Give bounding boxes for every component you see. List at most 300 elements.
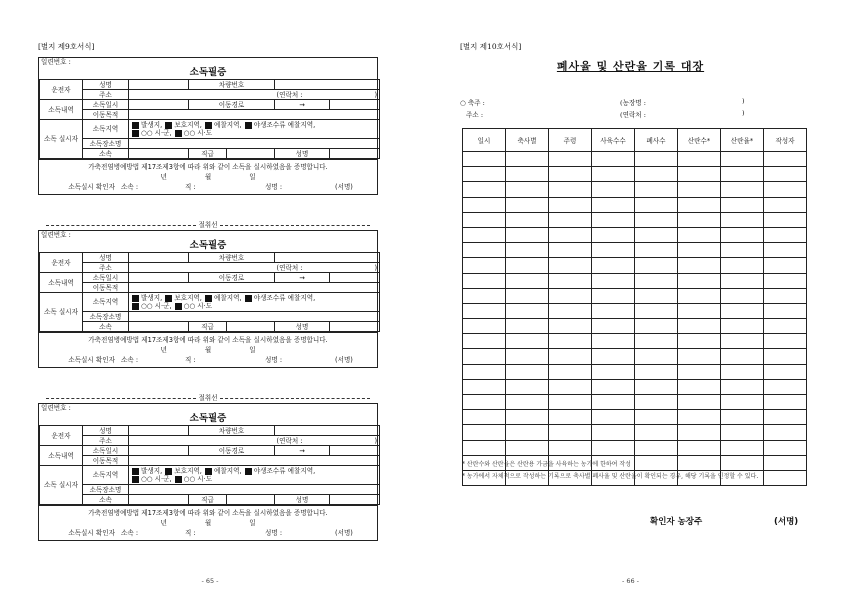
ledger-cell[interactable] xyxy=(635,258,678,273)
person-name-value[interactable] xyxy=(330,495,380,505)
ledger-cell[interactable] xyxy=(764,349,807,364)
ledger-cell[interactable] xyxy=(678,364,721,379)
vehicle-no-label: 차량번호 xyxy=(189,80,275,90)
ledger-cell[interactable] xyxy=(721,364,764,379)
ledger-cell[interactable] xyxy=(678,212,721,227)
ledger-cell[interactable] xyxy=(549,334,592,349)
contact-close: ) xyxy=(330,90,380,100)
vehicle-no-value[interactable] xyxy=(275,253,380,263)
certificate-footer xyxy=(39,505,377,540)
ledger-cell[interactable] xyxy=(635,303,678,318)
ledger-cell[interactable] xyxy=(635,334,678,349)
disinfection-details-label: 소독내역 xyxy=(40,446,83,466)
ledger-cell[interactable] xyxy=(549,182,592,197)
ledger-cell[interactable] xyxy=(549,425,592,440)
ledger-cell[interactable] xyxy=(463,364,506,379)
ledger-cell[interactable] xyxy=(549,197,592,212)
option-city: ○○ 시·군, xyxy=(141,302,172,310)
ledger-cell[interactable] xyxy=(463,182,506,197)
ledger-cell[interactable] xyxy=(506,395,549,410)
page-number: - 66 - xyxy=(621,577,640,585)
place-label: 소독장소명 xyxy=(83,485,129,495)
date-day: 일 xyxy=(249,173,256,181)
ledger-cell[interactable] xyxy=(764,167,807,182)
ledger-cell[interactable] xyxy=(764,364,807,379)
checkbox-icon[interactable] xyxy=(175,130,182,137)
ledger-cell[interactable] xyxy=(678,319,721,334)
ledger-cell[interactable] xyxy=(463,197,506,212)
confirmer-line xyxy=(43,528,373,538)
ledger-row xyxy=(463,288,807,303)
checkbox-icon[interactable] xyxy=(205,468,212,475)
purpose-value[interactable] xyxy=(129,456,380,466)
notes xyxy=(462,459,807,483)
ledger-cell[interactable] xyxy=(635,243,678,258)
ledger-cell[interactable] xyxy=(506,319,549,334)
ledger-cell[interactable] xyxy=(463,243,506,258)
ledger-cell[interactable] xyxy=(678,288,721,303)
date-year: 년 xyxy=(160,346,167,354)
ledger-cell[interactable] xyxy=(592,288,635,303)
ledger-cell[interactable] xyxy=(506,258,549,273)
person-name-label: 성명 xyxy=(275,495,330,505)
affiliation-value[interactable] xyxy=(129,149,189,159)
ledger-cell[interactable] xyxy=(506,425,549,440)
ledger-cell[interactable] xyxy=(721,334,764,349)
col-writer: 작성자 xyxy=(764,129,807,152)
purpose-value[interactable] xyxy=(129,110,380,120)
cut-line-label: 절취선 xyxy=(198,221,218,229)
vehicle-no-value[interactable] xyxy=(275,426,380,436)
ledger-cell[interactable] xyxy=(764,182,807,197)
purpose-label: 이동목적 xyxy=(83,110,129,120)
person-name-value[interactable] xyxy=(330,149,380,159)
route-label: 이동경로 xyxy=(189,100,275,110)
ledger-cell[interactable] xyxy=(635,379,678,394)
ledger-cell[interactable] xyxy=(678,303,721,318)
certificate-title: 소독필증 xyxy=(189,67,227,78)
ledger-cell[interactable] xyxy=(764,288,807,303)
address-value[interactable] xyxy=(129,263,275,273)
ledger-cell[interactable] xyxy=(678,395,721,410)
implementer-label: 소독 실시자 xyxy=(40,466,83,505)
ledger-cell[interactable] xyxy=(463,425,506,440)
ledger-cell[interactable] xyxy=(506,410,549,425)
ledger-cell[interactable] xyxy=(678,410,721,425)
ledger-row xyxy=(463,152,807,167)
ledger-cell[interactable] xyxy=(721,182,764,197)
area-options xyxy=(129,466,380,485)
ledger-cell[interactable] xyxy=(678,440,721,455)
ledger-cell[interactable] xyxy=(635,349,678,364)
ledger-cell[interactable] xyxy=(678,273,721,288)
ledger-cell[interactable] xyxy=(678,425,721,440)
option-outbreak: 발생지, xyxy=(141,467,163,475)
ledger-cell[interactable] xyxy=(721,303,764,318)
ledger-row xyxy=(463,395,807,410)
confirmer-label: 소독실시 확인자 xyxy=(68,356,115,364)
ledger-cell[interactable] xyxy=(592,212,635,227)
ledger-row xyxy=(463,349,807,364)
checkbox-icon[interactable] xyxy=(165,468,172,475)
ledger-cell[interactable] xyxy=(678,258,721,273)
name-value[interactable] xyxy=(129,80,189,90)
option-protection: 보호지역, xyxy=(174,121,202,129)
ledger-cell[interactable] xyxy=(463,334,506,349)
ledger-cell[interactable] xyxy=(635,410,678,425)
ledger-cell[interactable] xyxy=(463,167,506,182)
ledger-cell[interactable] xyxy=(721,197,764,212)
col-deaths: 폐사수 xyxy=(635,129,678,152)
confirmer-name: 성명 : xyxy=(265,529,283,537)
rank-label: 직급 xyxy=(189,495,227,505)
route-label: 이동경로 xyxy=(189,446,275,456)
ledger-cell[interactable] xyxy=(506,243,549,258)
ledger-cell[interactable] xyxy=(463,273,506,288)
ledger-cell[interactable] xyxy=(592,379,635,394)
disinfection-details-label: 소독내역 xyxy=(40,273,83,293)
ledger-cell[interactable] xyxy=(592,425,635,440)
ledger-cell[interactable] xyxy=(592,349,635,364)
ledger-cell[interactable] xyxy=(764,334,807,349)
ledger-cell[interactable] xyxy=(635,152,678,167)
datetime-label: 소독일시 xyxy=(83,446,129,456)
ledger-cell[interactable] xyxy=(678,349,721,364)
right-page xyxy=(420,0,841,595)
col-egg-count: 산란수* xyxy=(678,129,721,152)
certificate-title: 소독필증 xyxy=(189,240,227,251)
name-value[interactable] xyxy=(129,253,189,263)
ledger-cell[interactable] xyxy=(549,319,592,334)
checkbox-icon[interactable] xyxy=(132,476,139,483)
ledger-cell[interactable] xyxy=(764,243,807,258)
ledger-cell[interactable] xyxy=(635,212,678,227)
checkbox-icon[interactable] xyxy=(245,122,252,129)
address-label: 주소 xyxy=(83,90,129,100)
ledger-cell[interactable] xyxy=(721,288,764,303)
contact-close: ) xyxy=(330,263,380,273)
ledger-cell[interactable] xyxy=(592,227,635,242)
ledger-cell[interactable] xyxy=(635,182,678,197)
address-label: 주소 xyxy=(83,263,129,273)
ledger-cell[interactable] xyxy=(549,364,592,379)
certificate-footer xyxy=(39,159,377,194)
ledger-cell[interactable] xyxy=(764,197,807,212)
area-options-line1 xyxy=(131,121,377,129)
ledger-cell[interactable] xyxy=(506,440,549,455)
datetime-value[interactable] xyxy=(129,446,189,456)
ledger-cell[interactable] xyxy=(764,258,807,273)
checkbox-icon[interactable] xyxy=(175,303,182,310)
ledger-cell[interactable] xyxy=(549,440,592,455)
ledger-cell[interactable] xyxy=(678,197,721,212)
ledger-cell[interactable] xyxy=(463,227,506,242)
date-day: 일 xyxy=(249,519,256,527)
checkbox-icon[interactable] xyxy=(132,122,139,129)
col-laying-rate: 산란율* xyxy=(721,129,764,152)
address-label: 주소 xyxy=(83,436,129,446)
ledger-cell[interactable] xyxy=(592,243,635,258)
ledger-cell[interactable] xyxy=(635,197,678,212)
datetime-value[interactable] xyxy=(129,100,189,110)
checkbox-icon[interactable] xyxy=(205,122,212,129)
ledger-cell[interactable] xyxy=(721,243,764,258)
ledger-cell[interactable] xyxy=(635,167,678,182)
ledger-cell[interactable] xyxy=(592,395,635,410)
confirmer-label: 소독실시 확인자 xyxy=(68,183,115,191)
ledger-cell[interactable] xyxy=(635,227,678,242)
ledger-cell[interactable] xyxy=(463,303,506,318)
ledger-cell[interactable] xyxy=(635,319,678,334)
contact-label: (연락처 : xyxy=(275,90,330,100)
ledger-cell[interactable] xyxy=(635,288,678,303)
datetime-label: 소독일시 xyxy=(83,100,129,110)
ledger-cell[interactable] xyxy=(678,334,721,349)
ledger-cell[interactable] xyxy=(764,227,807,242)
address-label: 주소 : xyxy=(466,111,484,119)
name-label: 성명 xyxy=(83,80,129,90)
checkbox-icon[interactable] xyxy=(132,130,139,137)
col-datetime: 일시 xyxy=(463,129,506,152)
ledger-row xyxy=(463,334,807,349)
ledger-cell[interactable] xyxy=(549,303,592,318)
ledger-cell[interactable] xyxy=(764,425,807,440)
form-label: [별지 제10호서식] xyxy=(460,42,522,51)
rank-value[interactable] xyxy=(227,322,275,332)
ledger-cell[interactable] xyxy=(635,395,678,410)
ledger-cell[interactable] xyxy=(506,152,549,167)
ledger-cell[interactable] xyxy=(678,243,721,258)
ledger-cell[interactable] xyxy=(549,152,592,167)
ledger-cell[interactable] xyxy=(721,349,764,364)
ledger-row xyxy=(463,379,807,394)
ledger-cell[interactable] xyxy=(721,273,764,288)
ledger-cell[interactable] xyxy=(592,273,635,288)
ledger-cell[interactable] xyxy=(549,212,592,227)
contact-close: ) xyxy=(330,436,380,446)
ledger-cell[interactable] xyxy=(592,303,635,318)
name-label: 성명 xyxy=(83,426,129,436)
ledger-cell[interactable] xyxy=(592,440,635,455)
ledger-cell[interactable] xyxy=(721,440,764,455)
ledger-cell[interactable] xyxy=(506,182,549,197)
ledger-row xyxy=(463,243,807,258)
ledger-cell[interactable] xyxy=(678,167,721,182)
ledger-cell[interactable] xyxy=(506,364,549,379)
datetime-value[interactable] xyxy=(129,273,189,283)
ledger-cell[interactable] xyxy=(721,227,764,242)
close-paren: ) xyxy=(742,109,745,117)
ledger-cell[interactable] xyxy=(592,167,635,182)
form-label: [별지 제9호서식] xyxy=(38,42,95,51)
address-value[interactable] xyxy=(129,90,275,100)
ledger-cell[interactable] xyxy=(549,243,592,258)
checkbox-icon[interactable] xyxy=(175,476,182,483)
vehicle-no-label: 차량번호 xyxy=(189,426,275,436)
ledger-cell[interactable] xyxy=(764,410,807,425)
ledger-cell[interactable] xyxy=(635,440,678,455)
ledger-cell[interactable] xyxy=(592,364,635,379)
option-surveillance: 예찰지역, xyxy=(214,294,242,302)
ledger-cell[interactable] xyxy=(678,227,721,242)
checkbox-icon[interactable] xyxy=(165,295,172,302)
purpose-value[interactable] xyxy=(129,283,380,293)
ledger-cell[interactable] xyxy=(764,303,807,318)
ledger-cell[interactable] xyxy=(635,273,678,288)
ledger-cell[interactable] xyxy=(721,152,764,167)
ledger-cell[interactable] xyxy=(506,334,549,349)
ledger-cell[interactable] xyxy=(463,212,506,227)
ledger-cell[interactable] xyxy=(592,152,635,167)
checkbox-icon[interactable] xyxy=(205,295,212,302)
confirmer-sign: (서명) xyxy=(335,183,353,191)
ledger-cell[interactable] xyxy=(721,258,764,273)
ledger-cell[interactable] xyxy=(549,410,592,425)
disinfection-certificate xyxy=(38,230,378,368)
route-dest-value[interactable] xyxy=(330,273,380,283)
ledger-cell[interactable] xyxy=(721,410,764,425)
ledger-cell[interactable] xyxy=(721,212,764,227)
checkbox-icon[interactable] xyxy=(165,122,172,129)
ledger-cell[interactable] xyxy=(463,258,506,273)
ledger-cell[interactable] xyxy=(463,410,506,425)
ledger-cell[interactable] xyxy=(592,319,635,334)
ledger-cell[interactable] xyxy=(721,425,764,440)
ledger-cell[interactable] xyxy=(506,197,549,212)
ledger-title: 폐사율 및 산란율 기록 대장 xyxy=(556,60,705,73)
option-protection: 보호지역, xyxy=(174,467,202,475)
ledger-cell[interactable] xyxy=(549,288,592,303)
checkbox-icon[interactable] xyxy=(132,468,139,475)
rank-label: 직급 xyxy=(189,322,227,332)
owner-label: ○ 축주 : xyxy=(460,99,485,107)
statement: 가축전염병예방법 제17조제3항에 따라 위와 같이 소독을 실시하였음을 증명합니다. xyxy=(88,163,328,171)
affiliation-value[interactable] xyxy=(129,322,189,332)
ledger-cell[interactable] xyxy=(549,227,592,242)
rank-value[interactable] xyxy=(227,149,275,159)
date-month: 월 xyxy=(204,173,212,181)
ledger-cell[interactable] xyxy=(506,303,549,318)
ledger-header-row xyxy=(463,129,807,152)
ledger-cell[interactable] xyxy=(592,182,635,197)
date-month: 월 xyxy=(204,519,212,527)
ledger-cell[interactable] xyxy=(506,349,549,364)
option-outbreak: 발생지, xyxy=(141,294,163,302)
confirmer-sign: (서명) xyxy=(335,356,353,364)
ledger-cell[interactable] xyxy=(463,349,506,364)
route-dest-value[interactable] xyxy=(330,100,380,110)
ledger-cell[interactable] xyxy=(592,410,635,425)
ledger-cell[interactable] xyxy=(463,440,506,455)
ledger-cell[interactable] xyxy=(635,364,678,379)
implementer-label: 소독 실시자 xyxy=(40,293,83,332)
disinfection-details-label: 소독내역 xyxy=(40,100,83,120)
ledger-cell[interactable] xyxy=(506,212,549,227)
area-options-line2 xyxy=(131,302,377,310)
ledger-cell[interactable] xyxy=(764,379,807,394)
ledger-cell[interactable] xyxy=(764,273,807,288)
ledger-cell[interactable] xyxy=(506,167,549,182)
affiliation-label: 소속 xyxy=(83,495,129,505)
option-city: ○○ 시·군, xyxy=(141,129,172,137)
ledger-cell[interactable] xyxy=(549,379,592,394)
ledger-cell[interactable] xyxy=(549,167,592,182)
checkbox-icon[interactable] xyxy=(132,295,139,302)
ledger-cell[interactable] xyxy=(463,288,506,303)
ledger-cell[interactable] xyxy=(549,273,592,288)
ledger-row xyxy=(463,319,807,334)
ledger-cell[interactable] xyxy=(549,258,592,273)
confirmer-sign: (서명) xyxy=(335,529,353,537)
ledger-cell[interactable] xyxy=(549,395,592,410)
address-value[interactable] xyxy=(129,436,275,446)
ledger-cell[interactable] xyxy=(463,395,506,410)
ledger-cell[interactable] xyxy=(764,395,807,410)
ledger-cell[interactable] xyxy=(721,379,764,394)
ledger-cell[interactable] xyxy=(721,395,764,410)
ledger-cell[interactable] xyxy=(549,349,592,364)
ledger-cell[interactable] xyxy=(592,197,635,212)
route-dest-value[interactable] xyxy=(330,446,380,456)
ledger-cell[interactable] xyxy=(506,288,549,303)
option-surveillance: 예찰지역, xyxy=(214,467,242,475)
ledger-cell[interactable] xyxy=(678,379,721,394)
ledger-cell[interactable] xyxy=(506,227,549,242)
driver-label: 운전자 xyxy=(40,253,83,273)
ledger-cell[interactable] xyxy=(463,379,506,394)
place-value[interactable] xyxy=(129,139,380,149)
name-value[interactable] xyxy=(129,426,189,436)
person-name-value[interactable] xyxy=(330,322,380,332)
affiliation-label: 소속 xyxy=(83,149,129,159)
ledger-cell[interactable] xyxy=(506,379,549,394)
place-value[interactable] xyxy=(129,485,380,495)
area-options-line1 xyxy=(131,467,377,475)
col-age-weeks: 주령 xyxy=(549,129,592,152)
affiliation-value[interactable] xyxy=(129,495,189,505)
rank-value[interactable] xyxy=(227,495,275,505)
ledger-cell[interactable] xyxy=(592,258,635,273)
ledger-cell[interactable] xyxy=(592,334,635,349)
place-value[interactable] xyxy=(129,312,380,322)
ledger-cell[interactable] xyxy=(463,319,506,334)
ledger-cell[interactable] xyxy=(721,167,764,182)
confirmer-rank: 직 : xyxy=(185,356,196,364)
checkbox-icon[interactable] xyxy=(245,468,252,475)
ledger-cell[interactable] xyxy=(678,182,721,197)
date-line xyxy=(43,172,373,182)
statement: 가축전염병예방법 제17조제3항에 따라 위와 같이 소독을 실시하였음을 증명합니다. xyxy=(88,336,328,344)
vehicle-no-value[interactable] xyxy=(275,80,380,90)
certificate-table xyxy=(39,425,380,505)
ledger-cell[interactable] xyxy=(764,152,807,167)
ledger-cell[interactable] xyxy=(635,425,678,440)
ledger-cell[interactable] xyxy=(678,152,721,167)
name-label: 성명 xyxy=(83,253,129,263)
checkbox-icon[interactable] xyxy=(245,295,252,302)
ledger-cell[interactable] xyxy=(506,273,549,288)
option-province: ○○ 시·도 xyxy=(183,129,213,137)
ledger-cell[interactable] xyxy=(764,440,807,455)
ledger-cell[interactable] xyxy=(764,319,807,334)
option-wildlife: 야생조수류 예찰지역, xyxy=(253,121,316,129)
ledger-cell[interactable] xyxy=(721,319,764,334)
note: * 산란수와 산란율은 산란용 가금을 사육하는 농가에 한하여 작성 xyxy=(462,461,631,468)
checkbox-icon[interactable] xyxy=(132,303,139,310)
ledger-cell[interactable] xyxy=(463,152,506,167)
ledger-cell[interactable] xyxy=(764,212,807,227)
area-options-line2 xyxy=(131,129,377,137)
